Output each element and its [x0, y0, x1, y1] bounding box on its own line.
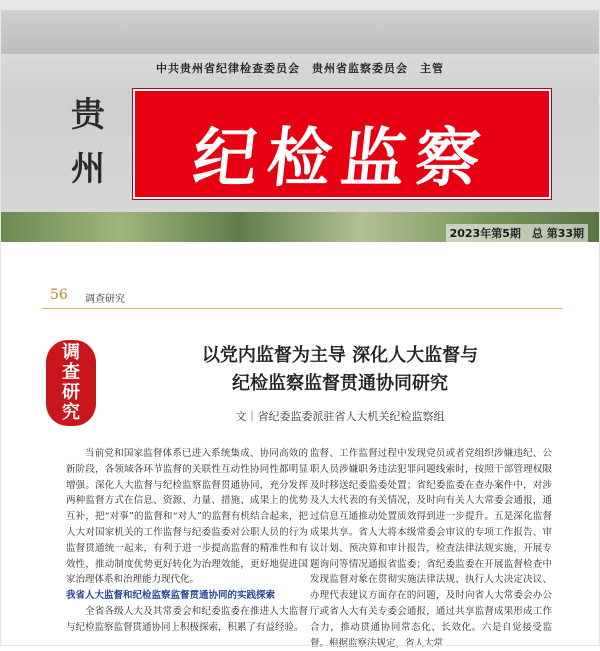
- badge-char: 究: [62, 402, 80, 423]
- paragraph: 全省各级人大及其常委会和纪委监委在推进人大监督与纪检监察监督贯通协同上积极探索，积累了有益经验。: [66, 605, 308, 633]
- headline-line-1: 以党内监督为主导 深化人大监督与: [201, 345, 479, 366]
- headline-line-2: 纪检监察监督贯通协同研究: [232, 373, 448, 394]
- paragraph: 当前党和国家监督体系已进入系统集成、协同高效的新阶段，各领域各环节监督的关联性互动性协同性都明显增强。深化人大监督与纪检监察监督贯通协同，充分发挥两种监督方式在信息、资源、力量、措施、成果上的优势互补，把“对事”的监督和“对人”的监督有机结合起来，把人大对国家机关的工作监督与纪委监委对公职人员的行为监督贯通统一起来，有利于进一步提高监督的精准性和有效性，推动制度优势更好转化为治理效能，更好地促进国家治理体系和治理能力现代化。: [66, 448, 308, 586]
- sponsor-line: 中共贵州省纪律检查委员会 贵州省监察委员会 主管: [156, 62, 444, 75]
- paragraph: 监督、工作监督过程中发现党员或者党组织涉嫌违纪、公职人员涉嫌职务违法犯罪问题线索时，按照干部管理权限及时移送纪委监委处置；省纪委监委在查办案件中，对涉及人大代表的有关情况，及时向有关人大常委会通报，通过信息互通推动处置质效得到进一步提升。五是深化监督成果共享。省人大将本级常委会审议的专项工作报告、审议计划、预决算和审计报告，检查法律法规实施，开展专题询问等情况通报省监委；省纪委监委在开展监督检查中发现监督对象在贯彻实施法律法规、执行人大决定决议、办理代表建议方面存在的问题，及时向省人大常委会办公厅或省人大有关专委会通报，通过共享监督成果形成工作合力，推动贯通协同常态化、长效化。六是自觉接受监督。根据监察法规定，省人大常: [310, 448, 552, 649]
- magazine-title: 纪检监察: [189, 121, 494, 196]
- subheading: 我省人大监督和纪检监察监督贯通协同的实践探索: [66, 590, 276, 602]
- masthead: [0, 0, 600, 242]
- badge-char: 查: [62, 362, 80, 383]
- header-rule: [42, 308, 562, 309]
- section-badge: [46, 340, 96, 426]
- province-label: 贵州: [71, 95, 105, 189]
- article-column-left: [66, 446, 308, 636]
- magazine-title-box: [133, 89, 551, 199]
- article-column-right: [310, 446, 552, 651]
- issue-number: 2023年第5期 总 第33期: [446, 224, 588, 242]
- masthead-top-band: [0, 10, 600, 54]
- section-label: 调查研究: [85, 294, 125, 305]
- badge-char: 调: [62, 342, 80, 363]
- badge-char: 研: [62, 382, 80, 403]
- article-headline: [110, 342, 570, 398]
- page-number: 56: [50, 287, 68, 303]
- article-byline: 文｜省纪委监委派驻省人大机关纪检监察组: [235, 410, 445, 423]
